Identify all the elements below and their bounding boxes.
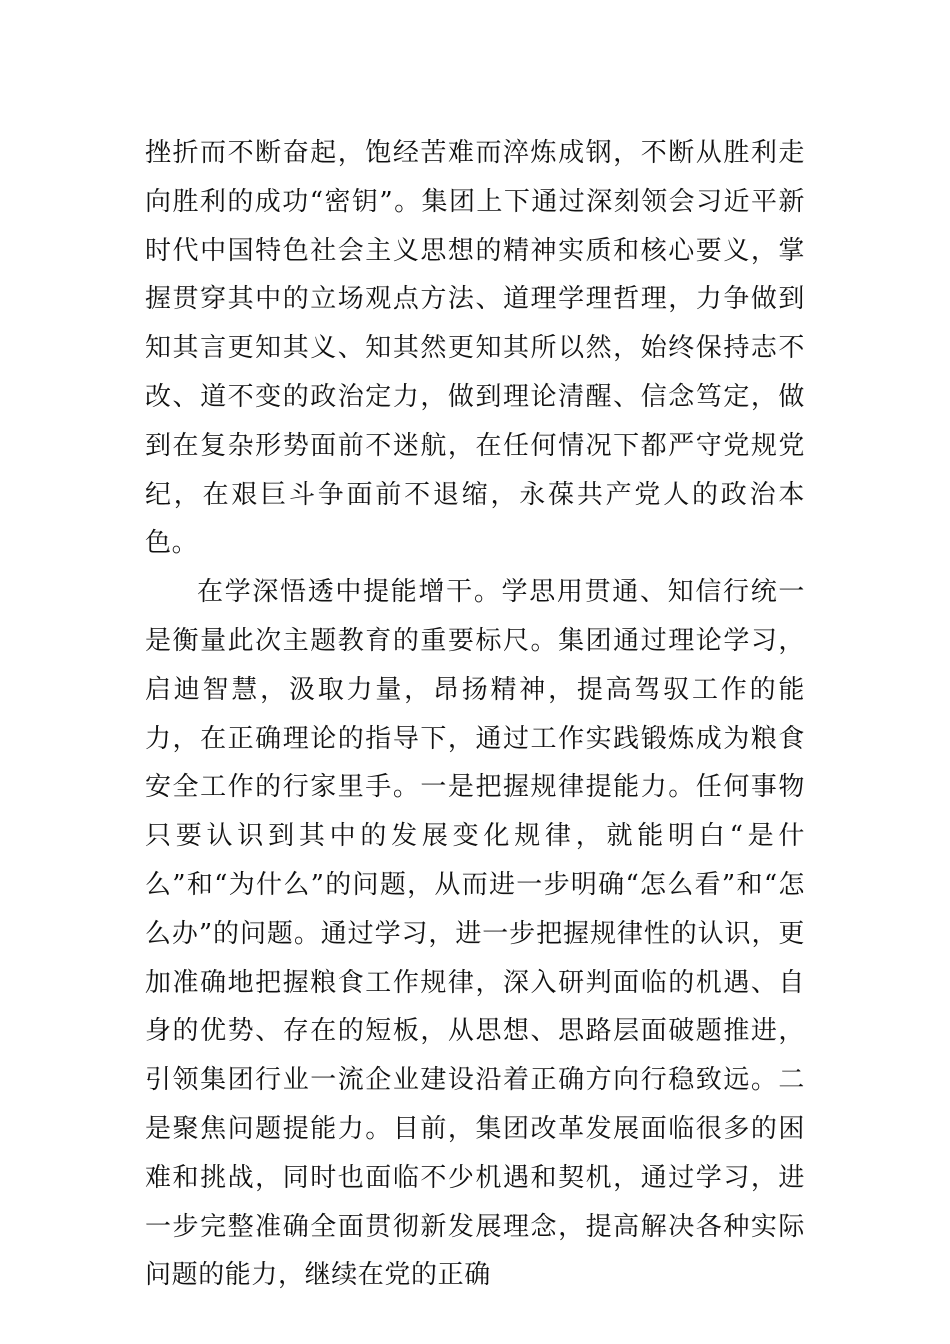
- paragraph-continuation: 挫折而不断奋起，饱经苦难而淬炼成钢，不断从胜利走向胜利的成功“密钥”。集团上下通过深刻领会习近平新时代中国特色社会主义思想的精神实质和核心要义，掌握贯穿其中的立场观点方法、道理学理哲理，力争做到知其言更知其义、知其然更知其所以然，始终保持志不改、道不变的政治定力，做到理论清醒、信念笃定，做到在复杂形势面前不迷航，在任何情况下都严守党规党纪，在艰巨斗争面前不退缩，永葆共产党人的政治本色。: [145, 138, 805, 559]
- body-text: [145, 129, 805, 1300]
- paragraph-capability: 在学深悟透中提能增干。学思用贯通、知信行统一是衡量此次主题教育的重要标尺。集团通过理论学习，启迪智慧，汲取力量，昂扬精神，提高驾驭工作的能力，在正确理论的指导下，通过工作实践锻炼成为粮食安全工作的行家里手。一是把握规律提能力。任何事物只要认识到其中的发展变化规律，就能明白“是什么”和“为什么”的问题，从而进一步明确“怎么看”和“怎么办”的问题。通过学习，进一步把握规律性的认识，更加准确地把握粮食工作规律，深入研判面临的机遇、自身的优势、存在的短板，从思想、思路层面破题推进，引领集团行业一流企业建设沿着正确方向行稳致远。二是聚焦问题提能力。目前，集团改革发展面临很多的困难和挑战，同时也面临不少机遇和契机，通过学习，进一步完整准确全面贯彻新发展理念，提高解决各种实际问题的能力，继续在党的正确: [145, 577, 805, 1291]
